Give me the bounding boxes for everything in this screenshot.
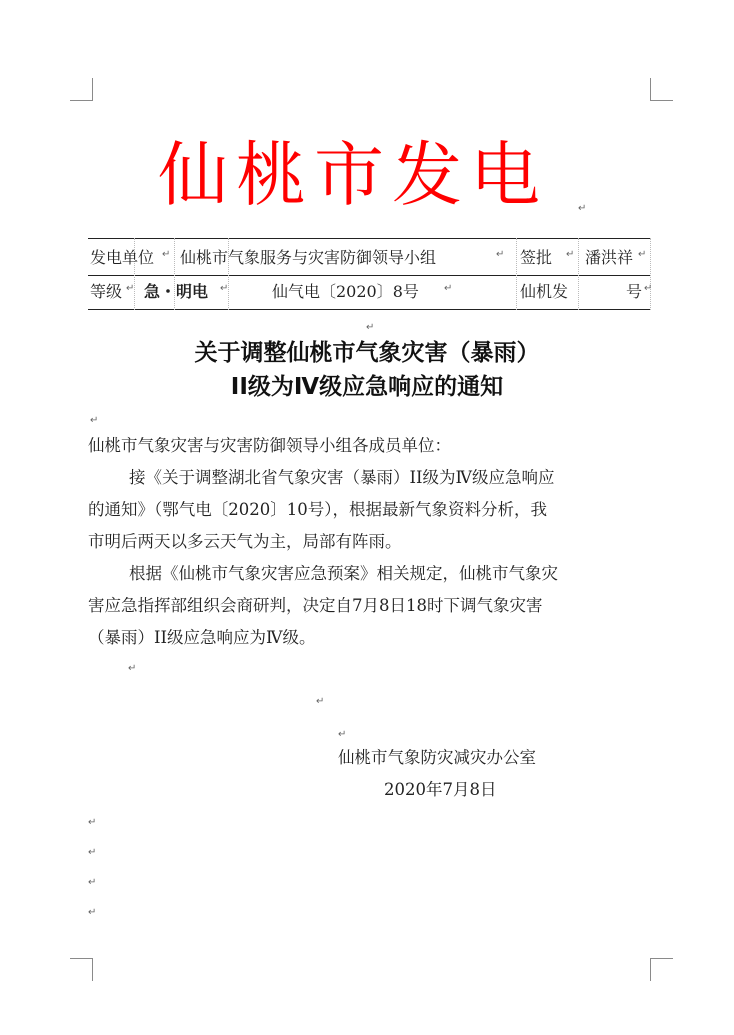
cell-mark-icon: ↵: [638, 249, 647, 260]
doc-title-line-2: II级为Ⅳ级应急响应的通知: [230, 374, 504, 400]
sender-value: 仙桃市气象服务与灾害防御领导小组: [180, 248, 437, 267]
corner-mark-bottom-right: [650, 958, 673, 981]
cell-mark-icon: ↵: [126, 283, 135, 294]
table-rule: [88, 238, 651, 239]
table-rule: [88, 309, 651, 310]
approve-label: 签批: [520, 248, 553, 267]
paragraph-mark-icon: ↵: [578, 203, 587, 214]
paragraph-mark-icon: ↵: [88, 847, 97, 858]
cell-mark-icon: ↵: [644, 283, 653, 294]
paragraph-mark-icon: ↵: [88, 907, 97, 918]
cell-divider: [650, 238, 651, 310]
cell-mark-icon: ↵: [444, 283, 453, 294]
cell-mark-icon: ↵: [162, 249, 171, 260]
signature-org: 仙桃市气象防灾减灾办公室: [338, 748, 536, 767]
doc-number: 仙气电〔2020〕8号: [272, 282, 419, 301]
approve-value: 潘洪祥: [585, 248, 634, 267]
signature-date: 2020年7月8日: [384, 780, 497, 799]
corner-mark-bottom-left: [70, 958, 93, 981]
paragraph-mark-icon: ↵: [366, 322, 375, 333]
header-table: [88, 238, 651, 310]
doc-title-line-1: 关于调整仙桃市气象灾害（暴雨）: [194, 340, 540, 366]
cell-divider: [516, 238, 517, 310]
paragraph-mark-icon: ↵: [88, 817, 97, 828]
paragraph-mark-icon: ↵: [90, 415, 99, 426]
issue-suffix: 号: [626, 282, 643, 301]
cell-mark-icon: ↵: [566, 249, 575, 260]
paragraph-mark-icon: ↵: [128, 663, 137, 674]
issue-label: 仙机发: [520, 282, 569, 301]
paragraph-line: 市明后两天以多云天气为主，局部有阵雨。: [88, 532, 402, 551]
corner-mark-top-left: [70, 78, 93, 101]
paragraph-line: 接《关于调整湖北省气象灾害（暴雨）II级为Ⅳ级应急响应: [129, 468, 555, 487]
paragraph-1: [88, 462, 658, 558]
paragraph-mark-icon: ↵: [316, 696, 325, 707]
paragraph-line: 根据《仙桃市气象灾害应急预案》相关规定，仙桃市气象灾: [129, 564, 558, 583]
cell-mark-icon: ↵: [496, 249, 505, 260]
paragraph-mark-icon: ↵: [88, 877, 97, 888]
cell-divider: [578, 238, 579, 310]
corner-mark-top-right: [650, 78, 673, 101]
cell-mark-icon: ↵: [220, 283, 229, 294]
salutation: 仙桃市气象灾害与灾害防御领导小组各成员单位：: [88, 436, 451, 455]
paragraph-line: （暴雨）II级应急响应为Ⅳ级。: [88, 628, 316, 647]
paragraph-line: 害应急指挥部组织会商研判，决定自7月8日18时下调气象灾害: [88, 596, 543, 615]
paragraph-2: [88, 558, 658, 654]
masthead-title: 仙桃市发电: [158, 134, 548, 216]
grade-value: 急・明电: [144, 282, 209, 301]
paragraph-mark-icon: ↵: [338, 729, 347, 740]
sender-label: 发电单位: [90, 248, 155, 267]
table-rule: [88, 275, 651, 276]
paragraph-line: 的通知》（鄂气电〔2020〕10号），根据最新气象资料分析，我: [88, 500, 547, 519]
grade-label: 等级: [90, 282, 123, 301]
